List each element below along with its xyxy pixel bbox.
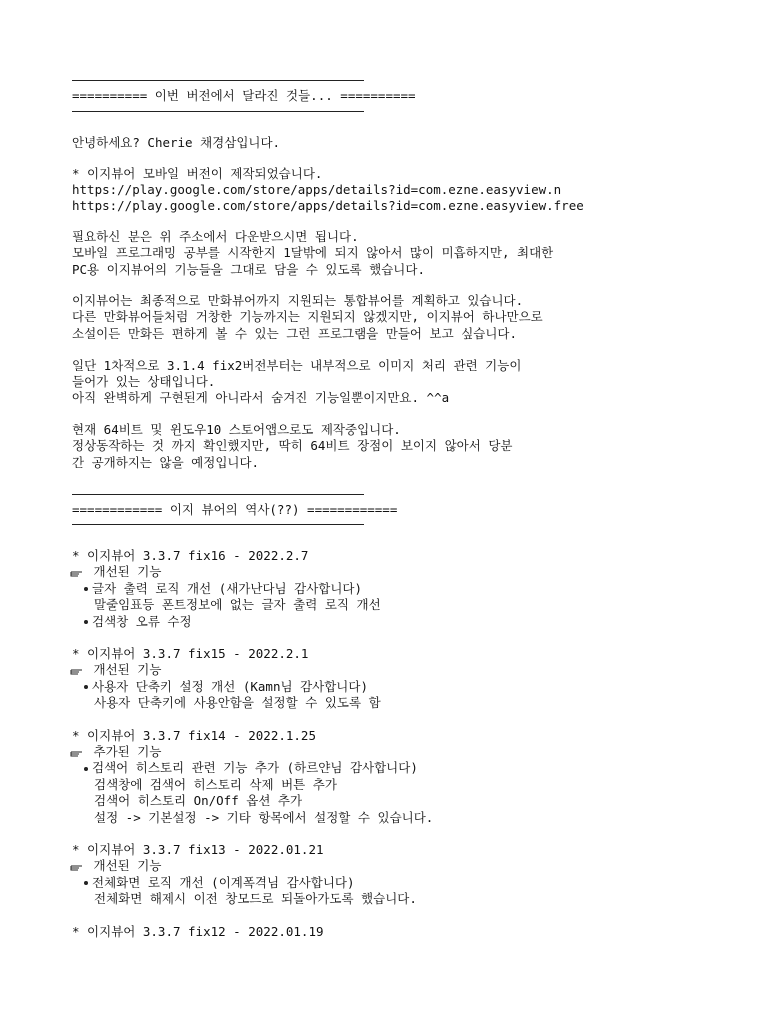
version-title: * 이지뷰어 3.3.7 fix14 - 2022.1.25	[72, 727, 316, 743]
section-divider	[72, 80, 364, 81]
section-heading-history: ============ 이지 뷰어의 역사(??) ============	[72, 502, 398, 517]
version-title: * 이지뷰어 3.3.7 fix13 - 2022.01.21	[72, 842, 324, 857]
change-item	[84, 679, 368, 695]
change-text: 검색창 오류 수정	[92, 613, 192, 629]
paragraph-line: 아직 완벽하게 구현된게 아니라서 숨겨진 기능일뿐이지만요. ^^a	[72, 390, 450, 405]
change-item	[84, 614, 192, 630]
paragraph-line: 필요하신 분은 위 주소에서 다운받으시면 됩니다.	[72, 229, 359, 244]
change-category	[70, 858, 161, 874]
change-text: 검색어 히스토리 On/Off 옵션 추가	[94, 793, 303, 809]
change-category	[70, 662, 161, 678]
version-title: * 이지뷰어 3.3.7 fix16 - 2022.2.7	[72, 548, 309, 563]
change-detail	[94, 777, 337, 793]
change-category-label: 추가된 기능	[86, 744, 162, 759]
change-detail	[94, 695, 381, 711]
section-divider	[72, 524, 364, 525]
change-category	[70, 744, 161, 760]
change-text: 설정 -> 기본설정 -> 기타 항목에서 설정할 수 있습니다.	[94, 809, 434, 825]
change-item	[84, 875, 355, 891]
paragraph-line: PC용 이지뷰어의 기능들을 그대로 담을 수 있도록 했습니다.	[72, 262, 425, 277]
section-divider	[72, 494, 364, 495]
paragraph-line: 간 공개하지는 않을 예정입니다.	[72, 455, 260, 470]
paragraph-line: 소설이든 만화든 편하게 볼 수 있는 그런 프로그램을 만들어 보고 싶습니다.	[72, 326, 518, 341]
change-detail	[94, 597, 381, 613]
change-detail	[94, 810, 433, 826]
paragraph-line: 다른 만화뷰어들처럼 거창한 기능까지는 지원되지 않겠지만, 이지뷰어 하나만으로	[72, 309, 543, 324]
change-text: 글자 출력 로직 개선 (새가난다님 감사합니다)	[92, 580, 363, 596]
pointing-hand-icon	[70, 569, 84, 577]
bullet-dot-icon	[84, 587, 88, 591]
bullet-dot-icon	[84, 685, 88, 689]
store-link-free[interactable]: https://play.google.com/store/apps/details?id=com.ezne.easyview.free	[72, 198, 584, 213]
paragraph-line: 모바일 프로그래밍 공부를 시작한지 1달밖에 되지 않아서 많이 미흡하지만, 최대한	[72, 245, 554, 260]
change-text: 말줄임표등 폰트정보에 없는 글자 출력 로직 개선	[94, 597, 381, 613]
bullet-dot-icon	[84, 767, 88, 771]
change-category-label: 개선된 기능	[86, 858, 162, 874]
paragraph-line: 정상동작하는 것 까지 확인했지만, 딱히 64비트 장점이 보이지 않아서 당분	[72, 438, 513, 453]
version-title: * 이지뷰어 3.3.7 fix15 - 2022.2.1	[72, 646, 309, 661]
change-item	[84, 581, 362, 597]
change-text: 전체화면 해제시 이전 창모드로 되돌아가도록 했습니다.	[94, 891, 417, 907]
change-category	[70, 564, 161, 580]
version-title: * 이지뷰어 3.3.7 fix12 - 2022.01.19	[72, 923, 324, 939]
change-item	[84, 760, 418, 776]
change-text: 검색어 히스토리 관련 기능 추가 (하르얀님 감사합니다)	[92, 760, 418, 776]
change-text: 사용자 단축키에 사용안함을 설정할 수 있도록 함	[94, 695, 381, 711]
pointing-hand-icon	[70, 749, 84, 757]
store-link-n[interactable]: https://play.google.com/store/apps/details?id=com.ezne.easyview.n	[72, 182, 562, 197]
paragraph-line: 들어가 있는 상태입니다.	[72, 374, 216, 389]
paragraph-line: 일단 1차적으로 3.1.4 fix2버전부터는 내부적으로 이미지 처리 관련 기능이	[72, 358, 522, 373]
section-divider	[72, 111, 364, 112]
change-category-label: 개선된 기능	[86, 662, 162, 678]
bullet-dot-icon	[84, 881, 88, 885]
change-detail	[94, 793, 302, 809]
change-category-label: 개선된 기능	[86, 564, 162, 580]
section-heading-changes: ========== 이번 버전에서 달라진 것들... ==========	[72, 88, 416, 103]
pointing-hand-icon	[70, 667, 84, 675]
change-text: 검색창에 검색어 히스토리 삭제 버튼 추가	[94, 776, 337, 792]
change-detail	[94, 891, 417, 907]
change-text: 전체화면 로직 개선 (이계폭격님 감사합니다)	[92, 874, 355, 890]
paragraph-line: 현재 64비트 및 윈도우10 스토어앱으로도 제작중입니다.	[72, 422, 401, 437]
paragraph-line: 이지뷰어는 최종적으로 만화뷰어까지 지원되는 통합뷰어를 계획하고 있습니다.	[72, 293, 524, 308]
pointing-hand-icon	[70, 863, 84, 871]
greeting-text: 안녕하세요? Cherie 채경삼입니다.	[72, 135, 281, 150]
bullet-dot-icon	[84, 620, 88, 624]
mobile-note: * 이지뷰어 모바일 버전이 제작되었습니다.	[72, 166, 323, 181]
change-text: 사용자 단축키 설정 개선 (Kamn님 감사합니다)	[92, 678, 368, 694]
